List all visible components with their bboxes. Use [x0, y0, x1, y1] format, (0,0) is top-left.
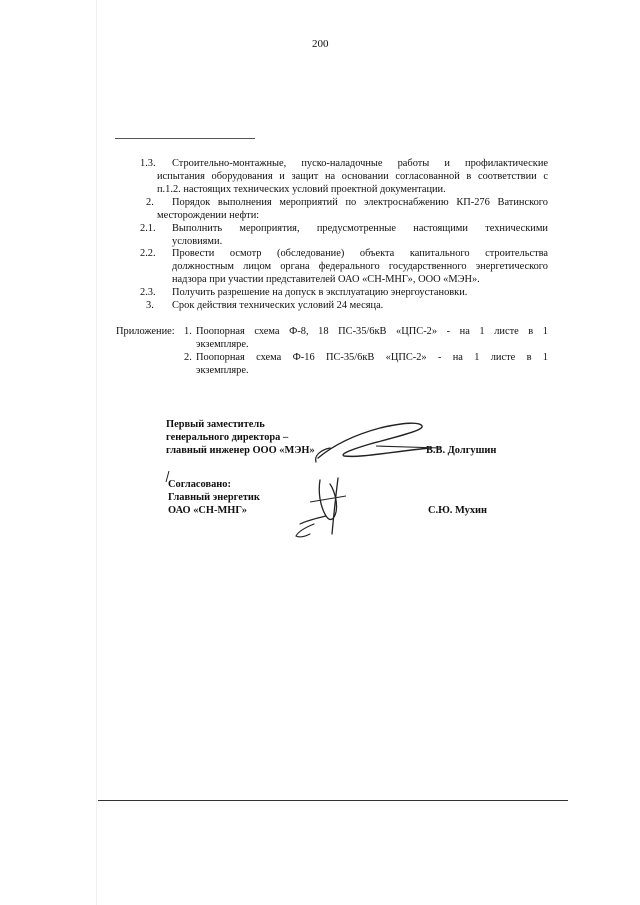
appendix-label: Приложение: — [116, 326, 175, 337]
signatory2-line: Главный энергетик — [168, 492, 260, 503]
signatory2-name: С.Ю. Мухин — [428, 505, 488, 516]
item-line: Порядок выполнения мероприятий по электроснабжению КП-276 Ватинского — [172, 197, 548, 208]
page-number: 200 — [312, 38, 329, 50]
item-line: должностным лицом органа федерального государственного энергетического — [172, 261, 548, 272]
signatory1-line: главный инженер ООО «МЭН» — [166, 445, 315, 456]
item-line: надзора при участии представителей ОАО «СН-МНГ», ООО «МЭН». — [172, 274, 480, 285]
signatory1-line: генерального директора – — [166, 432, 289, 443]
signature-2 — [290, 476, 360, 546]
signatory1-name: В.В. Долгушин — [426, 445, 497, 456]
signatory2-line: Согласовано: — [168, 479, 231, 490]
appendix-entry-line: экземпляре. — [196, 365, 249, 376]
signatory2-line: ОАО «СН-МНГ» — [168, 505, 247, 516]
item-line: условиями. — [172, 236, 223, 247]
item-number: 2. — [146, 197, 154, 208]
item-line: Получить разрешение на допуск в эксплуатацию энергоустановки. — [172, 287, 468, 298]
appendix-entry-line: Поопорная схема Ф-8, 18 ПС-35/6кВ «ЦПС-2» - на 1 листе в 1 — [196, 326, 548, 337]
bottom-rule — [98, 800, 568, 801]
item-number: 2.1. — [140, 223, 156, 234]
appendix-entry-line: Поопорная схема Ф-16 ПС-35/6кВ «ЦПС-2» - на 1 листе в 1 — [196, 352, 548, 363]
appendix-entry-number: 2. — [184, 352, 192, 363]
item-number: 2.3. — [140, 287, 156, 298]
signature-1 — [310, 418, 450, 468]
item-line: Срок действия технических условий 24 месяца. — [172, 300, 384, 311]
item-line: месторождении нефти: — [157, 210, 260, 221]
scan-edge — [96, 0, 97, 905]
item-number: 3. — [146, 300, 154, 311]
item-number: 2.2. — [140, 248, 156, 259]
signatory1-line: Первый заместитель — [166, 419, 265, 430]
item-line: испытания оборудования и защит на основании согласованной в соответствии с — [157, 171, 548, 182]
top-rule — [115, 138, 255, 139]
tick-mark — [163, 470, 173, 484]
item-line: Провести осмотр (обследование) объекта капитального строительства — [172, 248, 548, 259]
item-line: п.1.2. настоящих технических условий проектной документации. — [157, 184, 446, 195]
item-number: 1.3. — [140, 158, 156, 169]
appendix-entry-line: экземпляре. — [196, 339, 249, 350]
item-line: Строительно-монтажные, пуско-наладочные работы и профилактические — [172, 158, 548, 169]
appendix-entry-number: 1. — [184, 326, 192, 337]
item-line: Выполнить мероприятия, предусмотренные настоящими техническими — [172, 223, 548, 234]
